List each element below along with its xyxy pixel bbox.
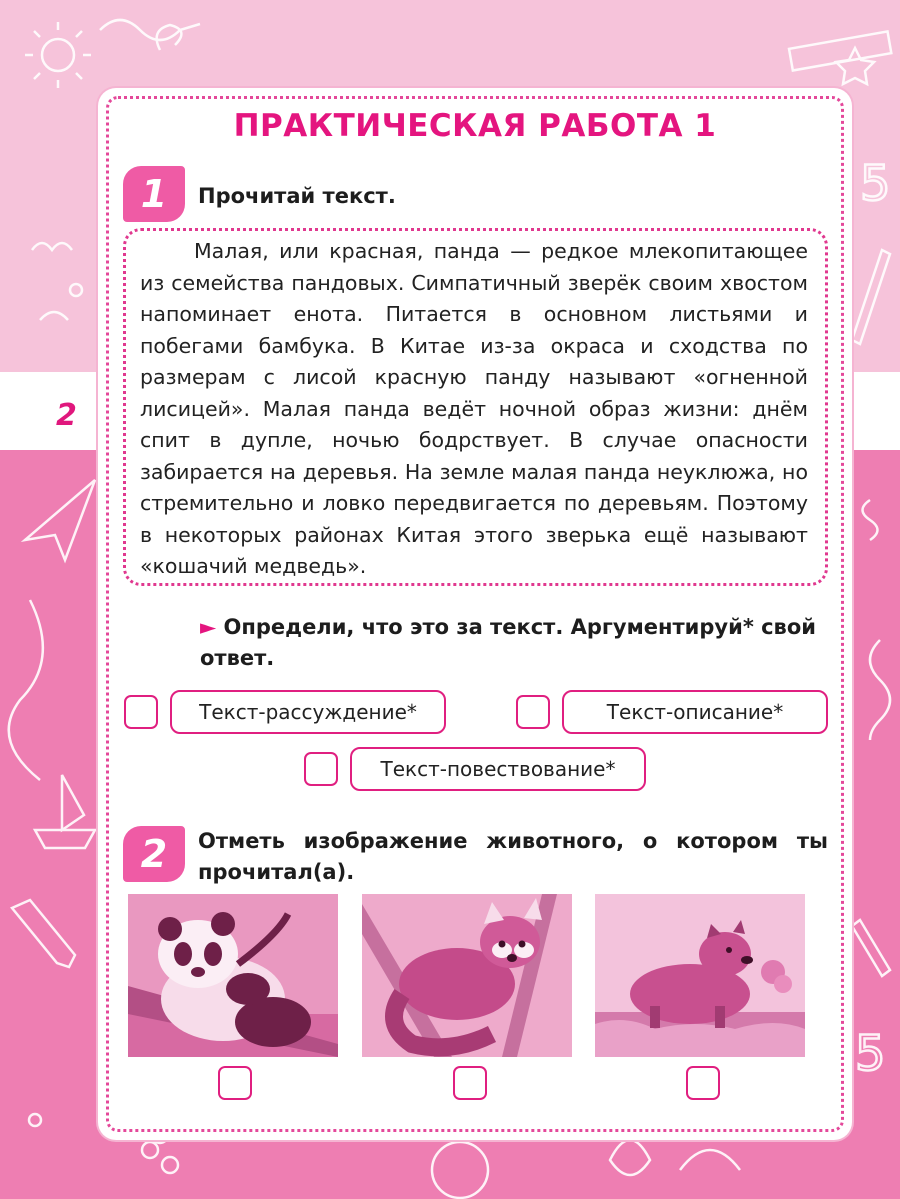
option-description[interactable]: Текст-описание* xyxy=(562,690,828,734)
worksheet-card xyxy=(98,88,852,1140)
photo-giant-panda xyxy=(128,894,338,1057)
photo-red-panda xyxy=(362,894,572,1057)
option-reasoning[interactable]: Текст-рассуждение* xyxy=(170,690,446,734)
checkbox-photo-giant-panda[interactable] xyxy=(218,1066,252,1100)
question-text: Определи, что это за текст. Аргументируй* свой ответ. xyxy=(200,615,816,670)
task-number-badge: 1 xyxy=(123,166,185,222)
task-number-badge-2: 2 xyxy=(123,826,185,882)
checkbox-photo-red-panda[interactable] xyxy=(453,1066,487,1100)
paper-plane-icon xyxy=(25,480,95,560)
checkbox-photo-young-bear[interactable] xyxy=(686,1066,720,1100)
task-instruction-2: Отметь изображение животного, о котором ты прочитал(а). xyxy=(198,829,828,884)
svg-text:5: 5 xyxy=(855,1026,886,1082)
triangle-marker-icon: ► xyxy=(200,615,217,639)
question xyxy=(200,612,840,674)
task-instruction: Прочитай текст. xyxy=(198,184,396,208)
checkbox-option-description[interactable] xyxy=(516,695,550,729)
photo-young-bear xyxy=(595,894,805,1057)
svg-text:5: 5 xyxy=(860,156,891,212)
option-narration[interactable]: Текст-повествование* xyxy=(350,747,646,791)
boat-icon xyxy=(35,830,95,848)
sun-icon xyxy=(42,39,74,71)
star-icon xyxy=(836,48,874,84)
pencil-icon xyxy=(12,900,75,967)
checkbox-option-reasoning[interactable] xyxy=(124,695,158,729)
reading-text: Малая, или красная, панда — редкое млекопитающее из семейства пандовых. Симпатичный зверёк своим хвостом напоминает енота. Питается в основном листьями и побегами бамбука. В Китае из-за окраса и сходства по размерам с лисой красную панду называют «огненной лисицей». Малая панда ведёт ночной образ жизни: днём спит в дупле, ночью бодрствует. В случае опасности забирается на деревья. На земле малая панда неуклюжа, но стремительно и ловко передвигается по деревьям. Поэтому в некоторых районах Китая этого зверька ещё называют «кошачий медведь». xyxy=(140,239,808,578)
checkbox-option-narration[interactable] xyxy=(304,752,338,786)
page-title: ПРАКТИЧЕСКАЯ РАБОТА 1 xyxy=(233,108,717,144)
page-number: 2 xyxy=(56,398,77,433)
